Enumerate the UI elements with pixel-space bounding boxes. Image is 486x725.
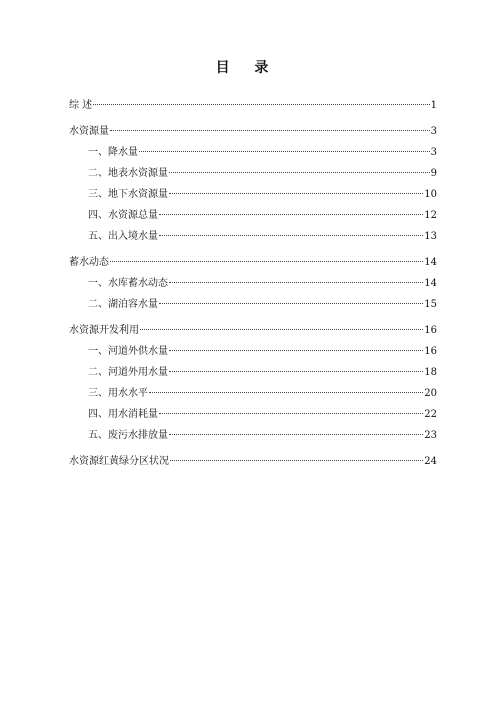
dot-leader <box>169 282 423 283</box>
toc-subentry[interactable] <box>69 205 437 226</box>
toc-label: 蓄水动态 <box>69 257 109 268</box>
toc-subentry[interactable] <box>69 142 437 163</box>
table-of-contents <box>69 95 437 477</box>
page-number: 3 <box>430 147 437 158</box>
toc-subentry[interactable] <box>69 273 437 294</box>
toc-label: 综 述 <box>69 100 93 111</box>
toc-label: 一、降水量 <box>88 147 138 158</box>
toc-entry[interactable] <box>69 95 437 116</box>
toc-entry[interactable] <box>69 252 437 273</box>
toc-label: 三、地下水资源量 <box>88 189 168 200</box>
toc-subentry[interactable] <box>69 294 437 315</box>
page-number: 16 <box>424 325 437 336</box>
toc-entry[interactable] <box>69 121 437 142</box>
dot-leader <box>139 151 430 152</box>
toc-section <box>69 320 437 446</box>
page-number: 14 <box>424 278 437 289</box>
toc-subentry[interactable] <box>69 184 437 205</box>
toc-label: 水资源红黄绿分区状况 <box>69 456 169 467</box>
dot-leader <box>159 303 423 304</box>
page-number: 20 <box>424 388 437 399</box>
page-number: 12 <box>424 210 437 221</box>
toc-label: 三、用水水平 <box>88 388 148 399</box>
dot-leader <box>159 235 423 236</box>
toc-label: 五、废污水排放量 <box>88 430 168 441</box>
page-number: 3 <box>430 126 437 137</box>
toc-section <box>69 121 437 247</box>
toc-subentry[interactable] <box>69 383 437 404</box>
page-number: 18 <box>424 367 437 378</box>
toc-subentry[interactable] <box>69 404 437 425</box>
toc-label: 五、出入境水量 <box>88 231 158 242</box>
dot-leader <box>110 261 423 262</box>
dot-leader <box>110 130 430 131</box>
dot-leader <box>93 104 429 105</box>
dot-leader <box>159 214 423 215</box>
page-number: 9 <box>430 168 437 179</box>
toc-subentry[interactable] <box>69 163 437 184</box>
page-number: 1 <box>430 100 437 111</box>
toc-entry[interactable] <box>69 320 437 341</box>
toc-entry[interactable] <box>69 451 437 472</box>
toc-label: 四、水资源总量 <box>88 210 158 221</box>
dot-leader <box>169 350 423 351</box>
toc-section <box>69 95 437 116</box>
toc-label: 二、地表水资源量 <box>88 168 168 179</box>
toc-label: 四、用水消耗量 <box>88 409 158 420</box>
page-number: 13 <box>424 231 437 242</box>
toc-label: 水资源开发利用 <box>69 325 139 336</box>
toc-section <box>69 451 437 472</box>
dot-leader <box>169 172 430 173</box>
page-number: 14 <box>424 257 437 268</box>
page-number: 10 <box>424 189 437 200</box>
dot-leader <box>169 371 423 372</box>
toc-subentry[interactable] <box>69 226 437 247</box>
page-number: 22 <box>424 409 437 420</box>
toc-label: 二、湖泊容水量 <box>88 299 158 310</box>
dot-leader <box>169 434 423 435</box>
toc-label: 一、河道外供水量 <box>88 346 168 357</box>
toc-subentry[interactable] <box>69 362 437 383</box>
toc-subentry[interactable] <box>69 341 437 362</box>
toc-label: 二、河道外用水量 <box>88 367 168 378</box>
toc-subentry[interactable] <box>69 425 437 446</box>
toc-label: 水资源量 <box>69 126 109 137</box>
page-number: 24 <box>424 456 437 467</box>
dot-leader <box>169 193 423 194</box>
toc-label: 一、水库蓄水动态 <box>88 278 168 289</box>
dot-leader <box>159 413 423 414</box>
page-title: 目 录 <box>215 60 279 76</box>
toc-section <box>69 252 437 315</box>
page-number: 15 <box>424 299 437 310</box>
dot-leader <box>170 460 423 461</box>
page-number: 16 <box>424 346 437 357</box>
dot-leader <box>140 329 423 330</box>
page-number: 23 <box>424 430 437 441</box>
dot-leader <box>149 392 423 393</box>
